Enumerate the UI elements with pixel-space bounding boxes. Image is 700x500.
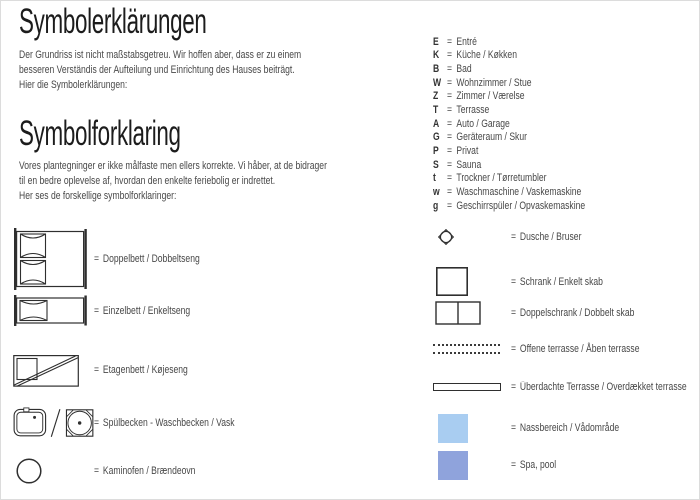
abbr-letter: Z (433, 90, 439, 103)
symbol-row-shower (433, 223, 601, 251)
equals-sign: = (511, 459, 517, 471)
abbr-row-wohnzimmer (433, 76, 585, 90)
abbr-letter: G (433, 131, 440, 144)
abbr-label: Entré (456, 35, 477, 48)
equals-sign: = (447, 90, 453, 103)
equals-sign: = (94, 364, 100, 376)
equals-sign: = (447, 49, 453, 62)
abbr-label: Zimmer / Værelse (456, 90, 525, 103)
symbol-label: = Dusche / Bruser (511, 231, 582, 243)
german-intro-line1: Der Grundriss ist nicht maßstabsgetreu. Wir hoffen aber, dass er zu einem (19, 49, 302, 61)
equals-sign: = (447, 172, 453, 185)
abbr-label: Bad (456, 63, 472, 76)
abbr-label: Sauna (456, 158, 482, 171)
symbol-row-double-bed (13, 228, 230, 290)
symbol-row-cabinet (433, 266, 629, 297)
symbol-row-covered-terrace (433, 376, 700, 398)
abbr-letter: B (433, 63, 440, 76)
slash-separator (50, 405, 61, 441)
symbol-row-open-terrace (433, 338, 676, 360)
danish-intro-line1: Vores plantegninger er ikke målfaste men ellers korrekte. Vi håber, at de bidrager (19, 160, 327, 172)
abbr-letter: t (433, 172, 436, 185)
abbr-label: Geräteraum / Skur (456, 131, 527, 144)
wet-area-swatch (433, 414, 511, 443)
shower-icon (433, 229, 511, 245)
symbol-row-spa-pool (433, 450, 569, 480)
german-title: Symbolerklärungen (19, 2, 207, 41)
equals-sign: = (511, 275, 517, 288)
abbr-label: Küche / Køkken (456, 49, 517, 62)
german-intro-line3: Hier die Symbolerklärungen: (19, 79, 128, 91)
covered-terrace-icon (433, 383, 511, 391)
round-sink-icon (13, 405, 47, 441)
abbr-letter: K (433, 49, 440, 62)
abbr-label: Wohnzimmer / Stue (456, 76, 532, 89)
equals-sign: = (94, 253, 100, 265)
abbr-letter: S (433, 158, 439, 171)
abbr-letter: W (433, 76, 442, 89)
double-cabinet-icon (433, 301, 511, 325)
danish-intro-line2: til en bedre oplevelse af, hvordan den enkelte feriebolig er indrettet. (19, 175, 276, 187)
danish-intro-line3: Her ses de forskellige symbolforklaringer: (19, 190, 177, 202)
abbr-row-geraeteraum (433, 130, 585, 144)
equals-sign: = (447, 117, 453, 130)
single-cabinet-icon (433, 266, 511, 297)
symbol-label: = Kaminofen / Brændeovn (94, 465, 196, 477)
symbol-label: = Spülbecken - Waschbecken / Vask (94, 417, 235, 429)
abbr-row-auto (433, 117, 585, 131)
spa-pool-swatch (433, 451, 511, 480)
abbr-row-terrasse (433, 103, 585, 117)
equals-sign: = (94, 304, 100, 317)
symbol-label: = Offene terrasse / Åben terrasse (511, 343, 640, 355)
equals-sign: = (94, 417, 100, 429)
equals-sign: = (447, 144, 453, 157)
symbol-label: = Doppelbett / Dobbeltseng (94, 253, 200, 265)
symbol-label: = Doppelschrank / Dobbelt skab (511, 306, 635, 319)
abbr-row-privat (433, 144, 585, 158)
abbr-row-trockner (433, 171, 585, 185)
equals-sign: = (447, 199, 453, 212)
equals-sign: = (447, 104, 453, 117)
danish-title: Symbolforklaring (19, 114, 181, 153)
abbr-label: Auto / Garage (456, 117, 510, 130)
symbol-row-stove (13, 457, 224, 485)
equals-sign: = (511, 422, 517, 434)
symbol-row-wet-area (433, 413, 650, 443)
abbr-row-zimmer (433, 90, 585, 104)
equals-sign: = (447, 131, 453, 144)
equals-sign: = (447, 185, 453, 198)
bunk-bed-icon (13, 353, 94, 387)
symbol-label: = Einzelbett / Enkeltseng (94, 304, 191, 317)
single-bed-icon (13, 295, 94, 326)
abbr-row-entre (433, 35, 585, 49)
open-terrace-icon (433, 344, 511, 354)
equals-sign: = (511, 231, 517, 243)
abbreviation-list (433, 35, 585, 212)
symbol-label: = Nassbereich / Vådområde (511, 422, 620, 434)
equals-sign: = (447, 76, 453, 89)
german-intro-line2: besseren Verständis der Aufteilung und Einrichtung des Hauses beiträgt. (19, 64, 295, 76)
abbr-row-kueche (433, 49, 585, 63)
symbol-label: = Etagenbett / Køjeseng (94, 364, 188, 376)
equals-sign: = (511, 343, 517, 355)
abbr-label: Waschmaschine / Vaskemaskine (456, 185, 582, 198)
abbr-row-sauna (433, 158, 585, 172)
equals-sign: = (511, 381, 517, 393)
sink-icons (13, 405, 94, 441)
double-bed-icon (13, 228, 94, 290)
equals-sign: = (94, 465, 100, 477)
symbol-row-single-bed (13, 295, 217, 326)
abbr-label: Geschirrspüler / Opvaskemaskine (456, 199, 586, 212)
abbr-label: Trockner / Tørretumbler (456, 172, 547, 185)
wood-stove-icon (13, 457, 94, 485)
abbr-letter: E (433, 35, 439, 48)
abbr-row-bad (433, 62, 585, 76)
abbr-letter: T (433, 104, 439, 117)
symbol-row-double-cabinet (433, 300, 669, 325)
symbol-row-bunk-bed (13, 353, 214, 387)
abbr-letter: A (433, 117, 440, 130)
abbr-letter: w (433, 185, 440, 198)
abbr-row-geschirrspueler (433, 199, 585, 213)
abbr-letter: P (433, 144, 439, 157)
symbol-label: = Schrank / Enkelt skab (511, 275, 603, 288)
danish-intro (19, 159, 327, 204)
square-sink-icon (65, 406, 94, 440)
abbr-label: Terrasse (456, 104, 490, 117)
equals-sign: = (447, 35, 453, 48)
symbol-row-sink (13, 404, 274, 442)
abbr-row-waschmaschine (433, 185, 585, 199)
german-intro (19, 48, 301, 93)
symbol-label: = Überdachte Terrasse / Overdækket terrasse (511, 381, 687, 393)
abbr-letter: g (433, 199, 439, 212)
abbr-label: Privat (456, 144, 479, 157)
equals-sign: = (511, 306, 517, 319)
symbol-label: = Spa, pool (511, 459, 557, 471)
equals-sign: = (447, 158, 453, 171)
equals-sign: = (447, 63, 453, 76)
